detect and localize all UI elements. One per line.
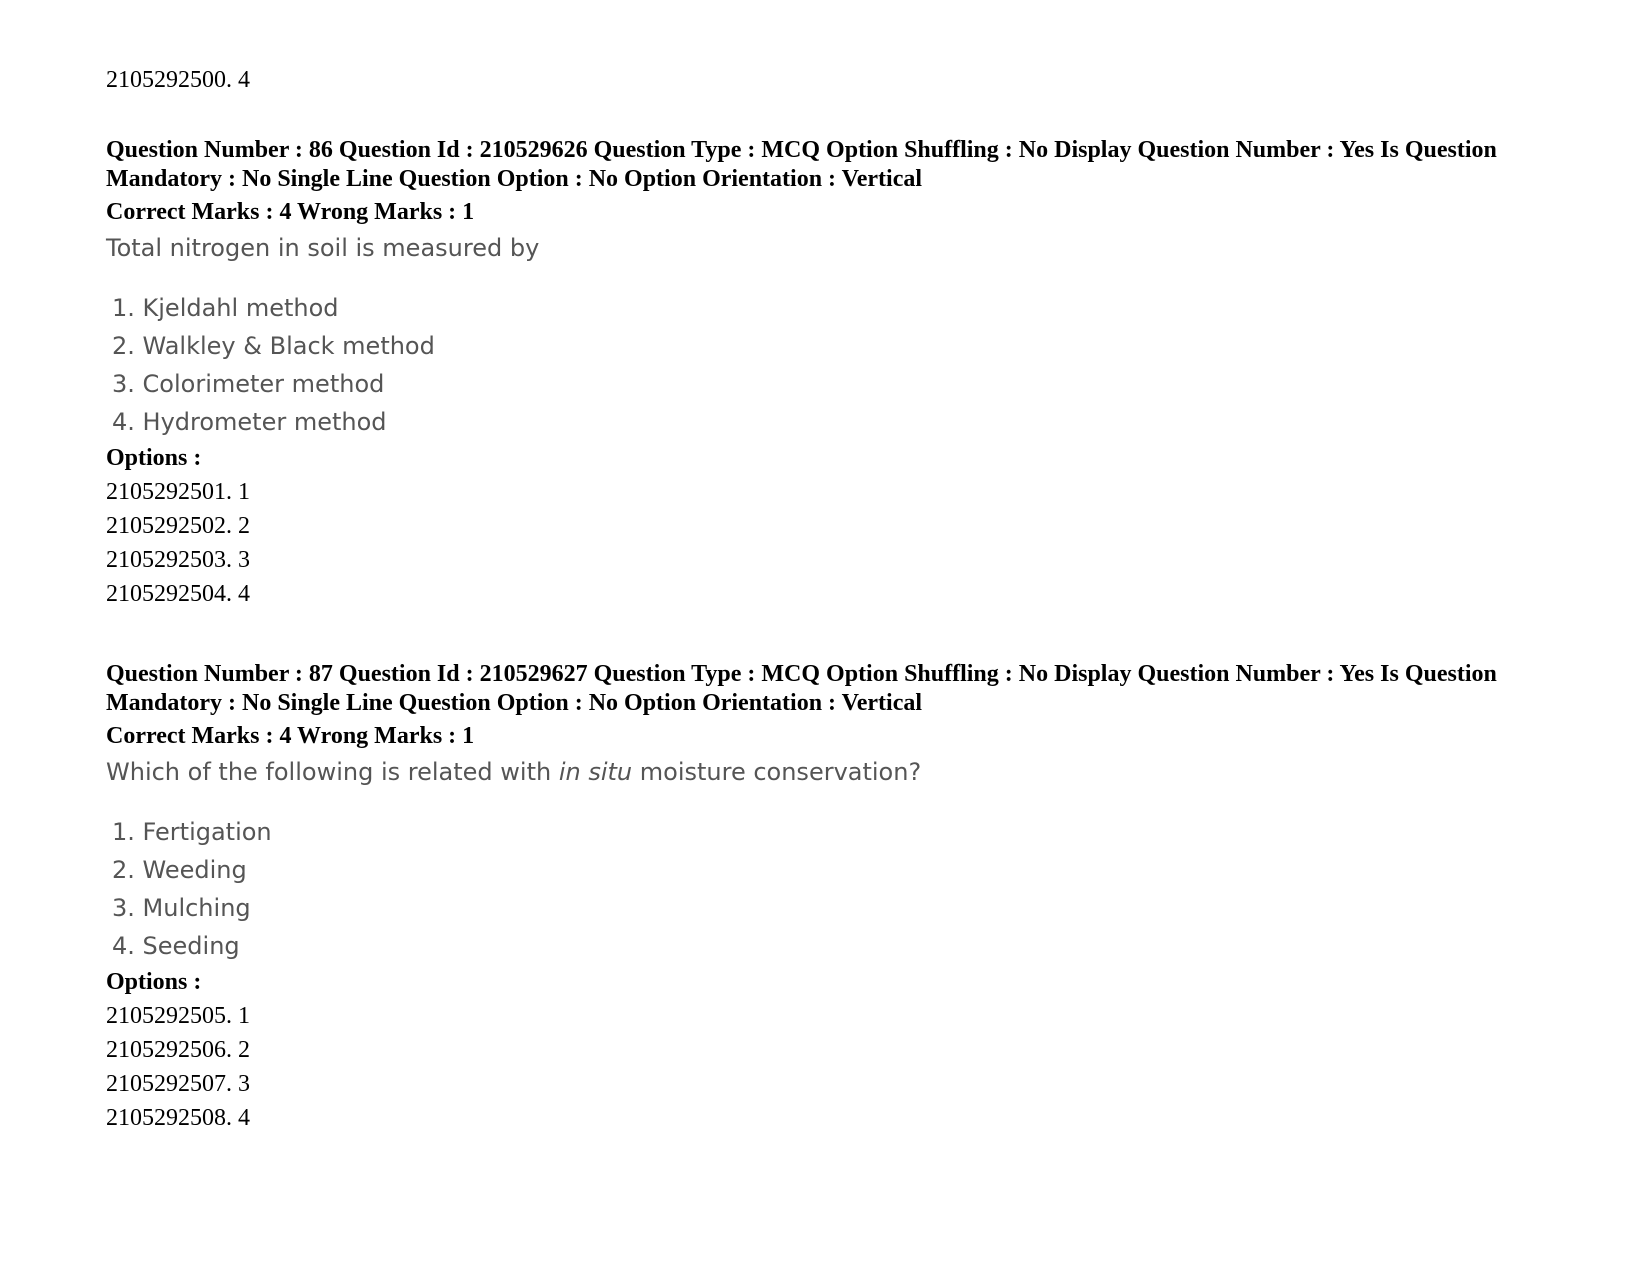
choice-item: 2. Weeding xyxy=(112,856,247,884)
previous-option-line: 2105292500. 4 xyxy=(106,67,250,93)
answer-choices xyxy=(106,289,1576,441)
option-id-line: 2105292504. 4 xyxy=(106,581,250,607)
option-id-line: 2105292507. 3 xyxy=(106,1071,250,1097)
option-id-line: 2105292505. 1 xyxy=(106,1003,250,1029)
question-meta-line-1: Question Number : 86 Question Id : 210529626 Question Type : MCQ Option Shuffling : No Display Question Number : Yes Is Question xyxy=(106,137,1497,163)
option-id-line: 2105292502. 2 xyxy=(106,513,250,539)
question-text xyxy=(106,757,1576,787)
choice-item: 1. Kjeldahl method xyxy=(112,294,339,322)
question-text-start: Which of the following is related with xyxy=(106,758,559,786)
choice-item: 4. Seeding xyxy=(112,932,240,960)
option-id-line: 2105292501. 1 xyxy=(106,479,250,505)
option-id-line: 2105292503. 3 xyxy=(106,547,250,573)
choice-item: 4. Hydrometer method xyxy=(112,408,387,436)
choice-item: 3. Colorimeter method xyxy=(112,370,385,398)
question-block-86 xyxy=(106,136,1576,611)
options-label: Options : xyxy=(106,969,202,995)
choice-item: 1. Fertigation xyxy=(112,818,272,846)
answer-choices xyxy=(106,813,1576,965)
marks-line: Correct Marks : 4 Wrong Marks : 1 xyxy=(106,723,475,749)
question-meta-line-1: Question Number : 87 Question Id : 210529627 Question Type : MCQ Option Shuffling : No Display Question Number : Yes Is Question xyxy=(106,661,1497,687)
question-meta-line-2: Mandatory : No Single Line Question Option : No Option Orientation : Vertical xyxy=(106,166,923,192)
question-text-end: moisture conservation? xyxy=(632,758,922,786)
question-text: Total nitrogen in soil is measured by xyxy=(106,234,540,262)
question-meta-line-2: Mandatory : No Single Line Question Option : No Option Orientation : Vertical xyxy=(106,690,923,716)
choice-item: 3. Mulching xyxy=(112,894,251,922)
marks-line: Correct Marks : 4 Wrong Marks : 1 xyxy=(106,199,475,225)
question-block-87 xyxy=(106,660,1576,1135)
options-label: Options : xyxy=(106,445,202,471)
option-id-line: 2105292508. 4 xyxy=(106,1105,250,1131)
option-id-line: 2105292506. 2 xyxy=(106,1037,250,1063)
choice-item: 2. Walkley & Black method xyxy=(112,332,435,360)
question-text-italic: in situ xyxy=(558,758,633,786)
